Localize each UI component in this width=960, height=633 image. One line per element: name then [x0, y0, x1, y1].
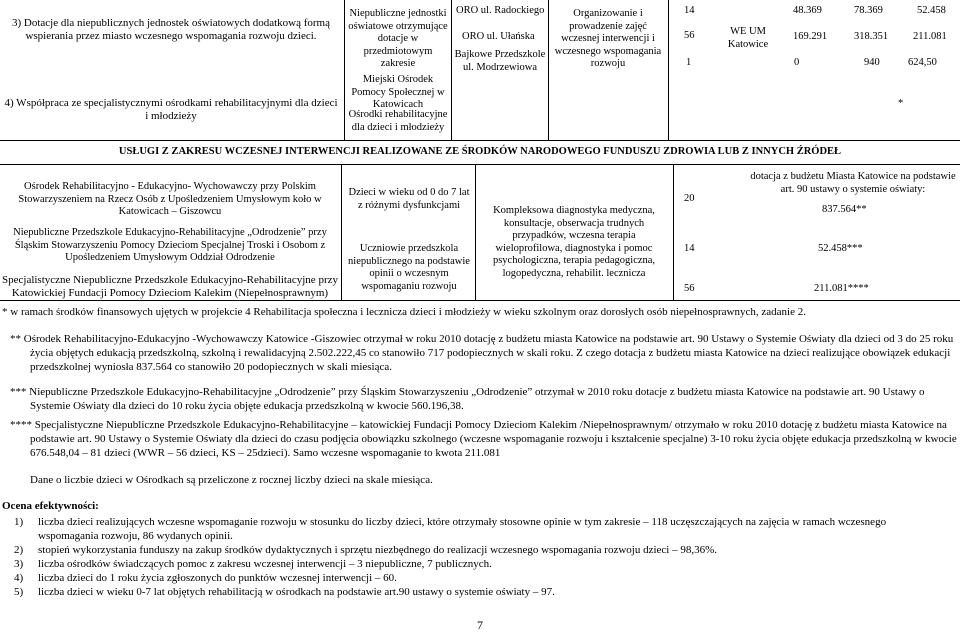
count-2: 56	[684, 30, 695, 41]
oro-ulanska: ORO ul. Ułańska	[462, 31, 535, 42]
count-3: 1	[686, 57, 692, 68]
lower-count-2: 14	[684, 243, 695, 254]
organizowanie-text: Organizowanie i prowadzenie zajęć wczesnej interwencji i wczesnego wspomagania rozwoju	[554, 8, 662, 69]
we-um-katowice: WE UM Katowice	[727, 26, 769, 50]
item-3-text: 3) Dotacje dla niepublicznych jednostek oświatowych dodatkową formą wspierania przez miasto wczesnego wspomagania rozwoju dzieci.	[12, 17, 330, 42]
uczniowie-text: Uczniowie przedszkola niepublicznego na podstawie opinii o wczesnym wspomaganiu rozwoju	[348, 243, 470, 292]
value-b3: 940	[864, 57, 880, 68]
lower-count-1: 20	[684, 193, 695, 204]
evaluation-item	[14, 585, 944, 599]
bajkowe-przedszkole: Bajkowe Przedszkole ul. Modrzewiowa	[454, 49, 546, 73]
item-text: liczba dzieci do 1 roku życia zgłoszonych do punktów wczesnej interwencji – 60.	[38, 572, 397, 584]
value-c3: 624,50	[908, 57, 937, 68]
evaluation-item	[14, 515, 944, 543]
divider	[341, 164, 342, 300]
oro-radockiego: ORO ul. Radockiego	[456, 5, 545, 16]
dotacja-header: dotacja z budżetu Miasta Katowice na podstawie art. 90 ustawy o systemie oświaty:	[750, 171, 956, 195]
divider	[344, 0, 345, 140]
mops-text: Miejski Ośrodek Pomocy Społecznej w Katowicach	[351, 74, 445, 110]
evaluation-title: Ocena efektywności:	[2, 500, 99, 512]
item-number: 5)	[14, 586, 24, 598]
divider	[0, 300, 960, 301]
item-number: 3)	[14, 558, 24, 570]
note-4: **** Specjalistyczne Niepubliczne Przedszkole Edukacyjno-Rehabilitacyjne – katowickiej Fundacji Pomocy Dzieciom Kalekim /Niepełnosprawnym/ otrzymało w roku 2010 dotację z budżetu miasta Katowice na podstawie art. 90 Ustawy o Systemie Oświaty dla dzieci do czasu podjęcia obowiązku szkolnego (wczesne wspomaganie rozwoju i kształcenie specjalne) 3-10 roku życia objęte edukacja przedszkolną w kwocie 676.548,04 – 81 dzieci (WWR – 56 dzieci, KS – 25dzieci). Samo wczesne wspomaganie to kwota 211.081	[10, 419, 957, 459]
item-text: liczba dzieci w wieku 0-7 lat objętych rehabilitacją w ośrodkach na podstawie art.90 ustawy o systemie oświaty – 97.	[38, 586, 555, 598]
item-number: 4)	[14, 572, 24, 584]
value-a3: 0	[794, 57, 800, 68]
item-text: liczba dzieci realizujących wczesne wspomaganie rozwoju w stosunku do liczby dzieci, które otrzymały stosowne opinie w tym zakresie – 118 uczęszczających na zajęcia w ramach wczesnego wspomagania rozwoju, 86 wydanych opinii.	[38, 516, 887, 542]
value-b1: 78.369	[854, 5, 883, 16]
diagnostyka-text: Kompleksowa diagnostyka medyczna, konsultacje, obserwacja trudnych przypadków, wczesna terapia wieloprofilowa, diagnostyka i pomoc psychologiczna, terapia pedagogiczna, logopedyczna, rehabilit. lecznicza	[492, 205, 656, 279]
value-c1: 52.458	[917, 5, 946, 16]
evaluation-item	[14, 557, 944, 571]
section-header: USŁUGI Z ZAKRESU WCZESNEJ INTERWENCJI REALIZOWANE ZE ŚRODKÓW NARODOWEGO FUNDUSZU ZDROWIA LUB Z INNYCH ŹRÓDEŁ	[118, 146, 842, 157]
evaluation-item	[14, 543, 944, 557]
divider	[673, 164, 674, 300]
evaluation-list	[14, 515, 944, 599]
value-a1: 48.369	[793, 5, 822, 16]
note-3: *** Niepubliczne Przedszkole Edukacyjno-Rehabilitacyjne „Odrodzenie” przy Śląskim Stowarzyszeniu „Odrodzenie” otrzymał w 2010 roku dotacje z budżetu miasta Katowice na podstawie art. 90 Ustawy o Systemie Oświaty dla dzieci do 10 roku życia objęte edukacja przedszkolną w kwocie 560.196,38.	[10, 386, 925, 412]
value-b2: 318.351	[854, 31, 889, 42]
dotacja-value-1: 837.564**	[822, 204, 867, 215]
dotacja-value-2: 52.458***	[818, 243, 863, 254]
asterisk-mark: *	[898, 98, 904, 109]
value-a2: 169.291	[793, 31, 828, 42]
dotacja-value-3: 211.081****	[814, 283, 869, 294]
divider	[475, 164, 476, 300]
specjalistyczne-text: Specjalistyczne Niepubliczne Przedszkole Edukacyjno-Rehabilitacyjne przy Katowickiej Fundacji Pomocy Dzieciom Kalekim (Niepełnosprawnym)	[2, 274, 338, 299]
evaluation-item	[14, 571, 944, 585]
note-2: ** Ośrodek Rehabilitacyjno-Edukacyjno -Wychowawczy Katowice -Giszowiec otrzymał w roku 2010 dotację z budżetu miasta Katowice na podstawie art. 90 Ustawy o Systemie Oświaty dla dzieci od 3 do 25 roku życia objętych edukacją przedszkolną, szkolną i rewalidacyjną 2.502.222,45 co stanowiło 717 podopiecznych w skali roku. Z czego dotacja z budżetu miasta Katowice na dzieci realizujące obowiązek edukacji przedszkolnej wyniosła 837.564 co stanowiło 20 podopiecznych w skali miesiąca.	[10, 333, 954, 373]
note-1: * w ramach środków finansowych ujętych w projekcie 4 Rehabilitacja społeczna i lecznicza dzieci i młodzieży w wieku szkolnym oraz dorosłych osób niepełnosprawnych, zadanie 2.	[2, 306, 806, 318]
dzieci-text: Dzieci w wieku od 0 do 7 lat z różnymi dysfunkcjami	[348, 187, 470, 211]
item-number: 1)	[14, 516, 24, 528]
jednostki-text: Niepubliczne jednostki oświatowe otrzymujące dotacje w przedmiotowym zakresie	[348, 8, 448, 69]
note-5: Dane o liczbie dzieci w Ośrodkach są przeliczone z rocznej liczby dzieci na skale miesiąca.	[30, 474, 433, 486]
item-number: 2)	[14, 544, 24, 556]
osrodek-text: Ośrodek Rehabilitacyjno - Edukacyjno- Wychowawczy przy Polskim Stowarzyszeniem na Rzecz Osób z Upośledzeniem Umysłowym koło w Katowicach – Giszowcu	[18, 181, 322, 217]
value-c2: 211.081	[913, 31, 947, 42]
osrodki-text: Ośrodki rehabilitacyjne dla dzieci i młodzieży	[348, 109, 448, 133]
divider	[0, 140, 960, 141]
count-1: 14	[684, 5, 695, 16]
divider	[668, 0, 669, 140]
item-text: liczba ośrodków świadczących pomoc z zakresu wczesnej interwencji – 3 niepubliczne, 7 publicznych.	[38, 558, 492, 570]
divider	[0, 164, 960, 165]
item-4-text: 4) Współpraca ze specjalistycznymi ośrodkami rehabilitacyjnymi dla dzieci i młodzieży	[4, 97, 338, 122]
divider	[548, 0, 549, 140]
page-number: 7	[477, 618, 483, 632]
lower-count-3: 56	[684, 283, 695, 294]
item-text: stopień wykorzystania funduszy na zakup środków dydaktycznych i sprzętu niezbędnego do realizacji wczesnego wspomagania rozwoju dzieci – 98,36%.	[38, 544, 718, 556]
odrodzenie-text: Niepubliczne Przedszkole Edukacyjno-Rehabilitacyjne „Odrodzenie” przy Śląskim Stowarzyszeniu Pomocy Dzieciom Specjalnej Troski i Osobom z Upośledzeniem Umysłowym Oddział Odrodzenie	[13, 227, 327, 263]
